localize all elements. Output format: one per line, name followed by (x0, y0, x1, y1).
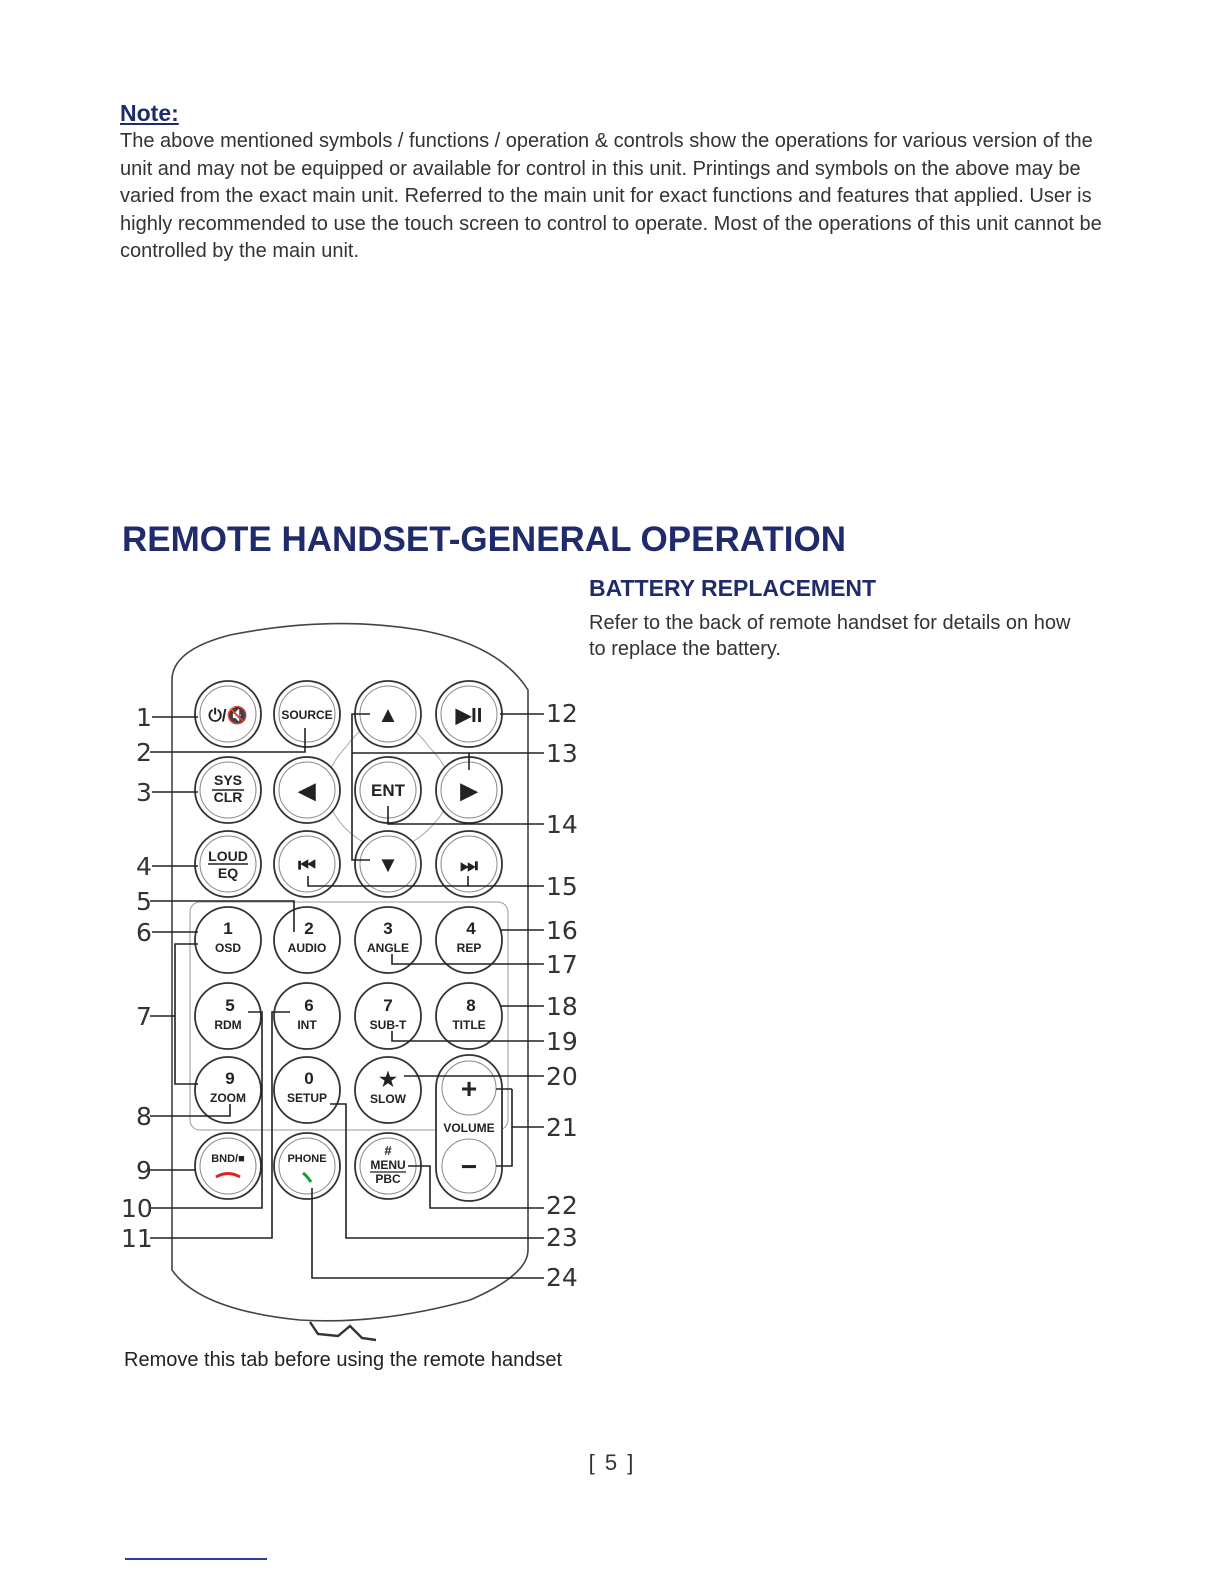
svg-text:INT: INT (297, 1018, 317, 1032)
section-title: REMOTE HANDSET-GENERAL OPERATION (122, 520, 847, 559)
callout-1: 1 (136, 703, 152, 732)
callout-13: 13 (546, 739, 578, 768)
star-icon: ★ (379, 1069, 397, 1091)
previous-track-icon: ⏮ (298, 855, 316, 877)
callout-7: 7 (136, 1002, 152, 1031)
left-button[interactable] (274, 757, 340, 823)
play-pause-button[interactable] (436, 681, 502, 747)
svg-text:SOURCE: SOURCE (281, 708, 333, 722)
callout-6: 6 (136, 918, 152, 947)
svg-text:VOLUME: VOLUME (443, 1121, 495, 1135)
key-8-title-button[interactable] (436, 983, 502, 1049)
svg-text:TITLE: TITLE (452, 1018, 486, 1032)
callout-18: 18 (546, 992, 578, 1021)
callout-16: 16 (546, 916, 578, 945)
svg-text:5: 5 (225, 996, 235, 1015)
callout-14: 14 (546, 810, 578, 839)
star-slow-button[interactable] (355, 1057, 421, 1123)
svg-text:PHONE: PHONE (287, 1153, 327, 1165)
footer-rule (125, 1558, 267, 1560)
callout-9: 9 (136, 1156, 152, 1185)
key-1-osd-button[interactable] (195, 907, 261, 973)
callout-15: 15 (546, 872, 578, 901)
plus-icon: + (460, 1073, 478, 1104)
note-heading: Note: (120, 100, 179, 126)
callout-22: 22 (546, 1191, 578, 1220)
svg-text:EQ: EQ (217, 865, 239, 881)
key-7-subt-button[interactable] (355, 983, 421, 1049)
arrow-up-icon: ▲ (377, 702, 399, 727)
key-2-audio-button[interactable] (274, 907, 340, 973)
arrow-right-icon: ▶ (460, 778, 478, 803)
svg-text:SETUP: SETUP (286, 1091, 328, 1105)
key-4-rep-button[interactable] (436, 907, 502, 973)
power-mute-icon: ⏻/🔇 (208, 706, 248, 725)
power-mute-button[interactable] (195, 681, 261, 747)
callout-4: 4 (136, 852, 152, 881)
callout-10: 10 (121, 1194, 153, 1223)
svg-text:RDM: RDM (214, 1018, 242, 1032)
svg-text:SLOW: SLOW (370, 1092, 406, 1106)
key-0-setup-button[interactable] (274, 1057, 340, 1123)
svg-text:ENT: ENT (371, 781, 405, 800)
callout-2: 2 (136, 738, 152, 767)
remote-caption: Remove this tab before using the remote handset (124, 1349, 563, 1371)
callout-3: 3 (136, 778, 152, 807)
sys-clr-button[interactable] (195, 757, 261, 823)
battery-replacement-heading: BATTERY REPLACEMENT (589, 575, 877, 601)
svg-text:CLR: CLR (213, 789, 243, 805)
svg-text:9: 9 (225, 1069, 235, 1088)
callout-12: 12 (546, 699, 578, 728)
svg-text:0: 0 (304, 1069, 314, 1088)
svg-text:7: 7 (383, 996, 393, 1015)
svg-text:OSD: OSD (214, 941, 242, 955)
callout-17: 17 (546, 950, 578, 979)
svg-text:LOUD: LOUD (208, 848, 248, 864)
svg-text:3: 3 (383, 919, 393, 938)
svg-text:ZOOM: ZOOM (210, 1091, 246, 1105)
svg-text:4: 4 (466, 919, 476, 938)
svg-text:SUB-T: SUB-T (369, 1018, 407, 1032)
svg-text:SYS: SYS (213, 772, 243, 788)
callout-11: 11 (121, 1224, 153, 1253)
arrow-left-icon: ◀ (298, 778, 316, 803)
source-button[interactable] (274, 681, 340, 747)
band-hangup-button[interactable] (195, 1133, 261, 1199)
battery-replacement-text: Refer to the back of remote handset for details on how to replace the battery. (589, 612, 1071, 660)
previous-track-button[interactable] (274, 831, 340, 897)
svg-text:2: 2 (304, 919, 314, 938)
svg-text:6: 6 (304, 996, 314, 1015)
svg-text:BND/■: BND/■ (211, 1153, 245, 1165)
callout-24: 24 (546, 1263, 578, 1292)
svg-text:1: 1 (223, 919, 233, 938)
callout-8: 8 (136, 1102, 152, 1131)
callout-19: 19 (546, 1027, 578, 1056)
hash-icon: # (384, 1143, 392, 1158)
phone-answer-button[interactable] (274, 1133, 340, 1199)
play-pause-icon: ▶II (455, 705, 483, 727)
svg-text:PBC: PBC (375, 1172, 401, 1186)
svg-text:ANGLE: ANGLE (367, 941, 409, 955)
next-track-button[interactable] (436, 831, 502, 897)
loud-eq-button[interactable] (195, 831, 261, 897)
svg-text:MENU: MENU (370, 1158, 406, 1172)
left-callout-numbers (121, 703, 153, 1253)
down-button[interactable] (355, 831, 421, 897)
svg-text:REP: REP (456, 941, 482, 955)
callout-23: 23 (546, 1223, 578, 1252)
svg-text:AUDIO: AUDIO (287, 941, 327, 955)
key-3-angle-button[interactable] (355, 907, 421, 973)
key-5-rdm-button[interactable] (195, 983, 261, 1049)
remove-tab-shape (310, 1322, 376, 1340)
minus-icon: − (460, 1151, 478, 1182)
right-leader-lines (308, 714, 544, 1278)
svg-text:8: 8 (466, 996, 476, 1015)
key-9-zoom-button[interactable] (195, 1057, 261, 1123)
arrow-down-icon: ▼ (377, 852, 399, 877)
volume-control[interactable] (436, 1055, 502, 1201)
right-callout-numbers (546, 699, 578, 1292)
key-6-int-button[interactable] (274, 983, 340, 1049)
callout-20: 20 (546, 1062, 578, 1091)
callout-21: 21 (546, 1113, 578, 1142)
note-body: The above mentioned symbols / functions / operation & controls show the operations for various version of the unit and may not be equipped or available for control in this unit. Printings and symbols on the above may be varied from the exact main unit. Referred to the main unit for exact functions and features that applied. User is highly recommended to use the touch screen to control to operate. Most of the operations of this unit cannot be controlled by the main unit. (120, 130, 1102, 262)
page-number: [ 5 ] (588, 1450, 636, 1475)
next-track-icon: ⏭ (460, 855, 478, 877)
callout-5: 5 (136, 887, 152, 916)
